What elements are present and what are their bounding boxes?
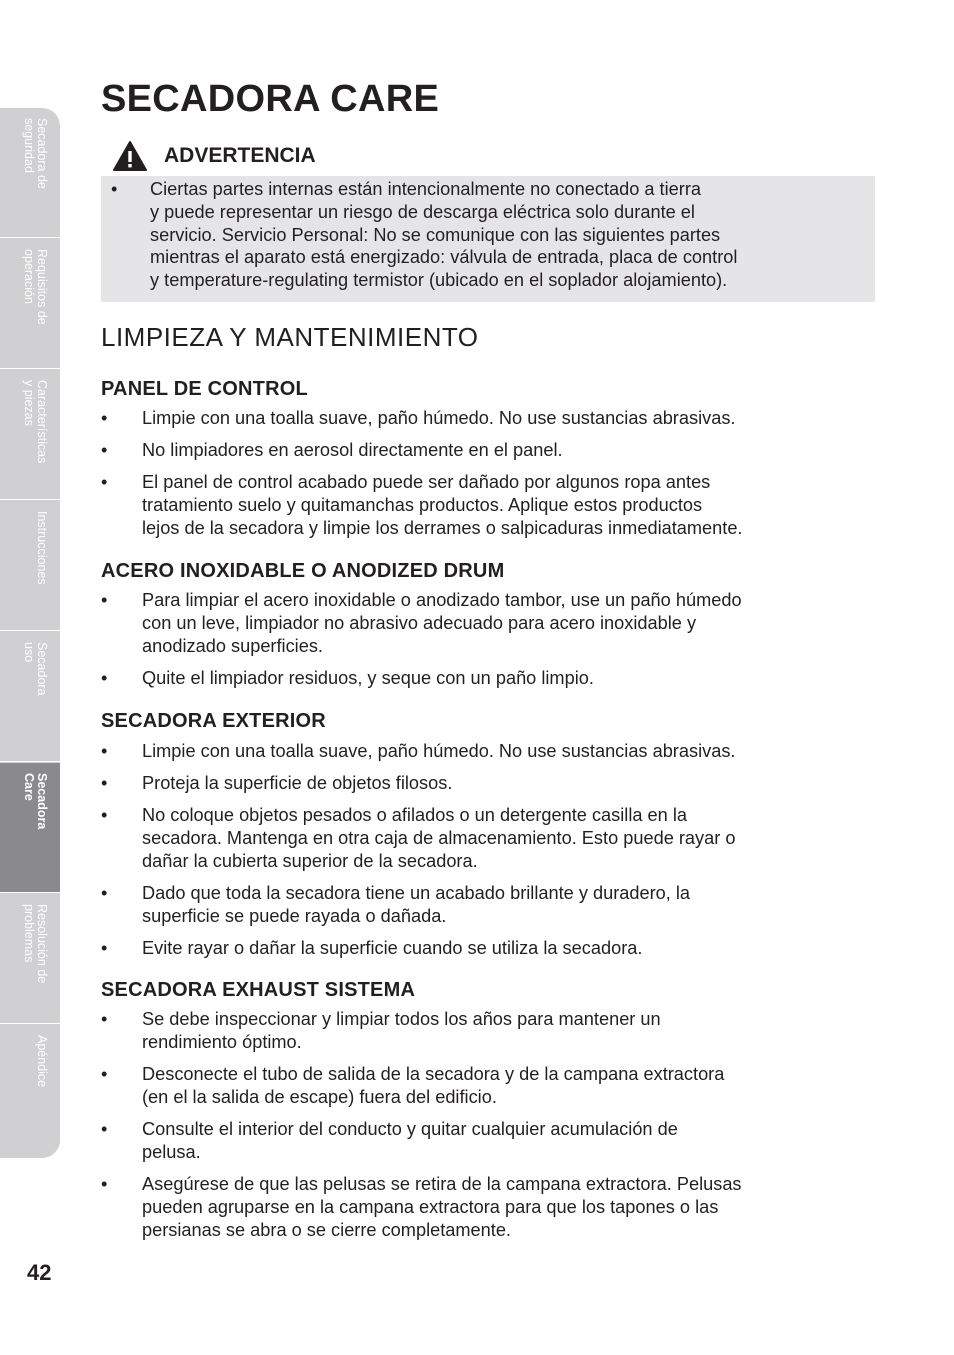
item-text: No limpiadores en aerosol directamente en el panel. [142,440,563,460]
item-text: Asegúrese de que las pelusas se retira de la campana extractora. Pelusas pueden agruparse en la campana extractora para que los tapones o las persianas se abra o se cierre completamente. [142,1174,742,1240]
item-text: Para limpiar el acero inoxidable o anodizado tambor, use un paño húmedo con un leve, limpiador no abrasivo adecuado para acero inoxidable y anodizado superficies. [142,590,742,656]
item-text: Evite rayar o dañar la superficie cuando se utiliza la secadora. [142,938,643,958]
panel-list [101,407,911,549]
tab-label: Características y piezas [22,380,49,464]
list-item [101,937,911,960]
list-item [101,439,911,462]
item-text: Proteja la superficie de objetos filosos. [142,773,453,793]
tab-label: Secadora uso [22,642,49,696]
tab-resolucion-de-problemas[interactable] [0,894,60,1024]
bullet: • [101,408,108,428]
warning-triangle-icon [112,140,148,172]
tab-secadora-uso[interactable] [0,632,60,762]
item-text: El panel de control acabado puede ser dañado por algunos ropa antes tratamiento suelo y quitamanchas productos. Aplique estos productos lejos de la secadora y limpie los derrames o salpicaduras inmediatamente. [142,472,743,538]
exterior-list [101,740,911,969]
item-text: Consulte el interior del conducto y quitar cualquier acumulación de pelusa. [142,1119,678,1162]
tab-instrucciones[interactable] [0,501,60,631]
list-item [101,772,911,795]
item-text: Quite el limpiador residuos, y seque con un paño limpio. [142,668,594,688]
panel-heading: PANEL DE CONTROL [101,378,308,400]
drum-heading: ACERO INOXIDABLE O ANODIZED DRUM [101,560,505,582]
item-text: No coloque objetos pesados o afilados o un detergente casilla en la secadora. Mantenga en otra caja de almacenamiento. Esto puede rayar o dañar la cubierta superior de la secadora. [142,805,736,871]
list-item [101,1008,911,1054]
tab-label: Apéndice [35,1035,49,1088]
drum-list [101,589,911,699]
section-title: LIMPIEZA Y MANTENIMIENTO [101,322,479,352]
bullet: • [101,590,108,610]
list-item [101,589,911,658]
warning-item [111,178,865,292]
exhaust-heading: SECADORA EXHAUST SISTEMA [101,979,416,1001]
tab-label: Secadora Care [22,773,49,830]
tab-secadora-de-seguridad[interactable] [0,108,60,238]
tab-label: Instrucciones [35,511,49,585]
tab-label: Resolución de problemas [22,904,49,984]
warning-text: Ciertas partes internas están intencionalmente no conectado a tierra y puede representar un riesgo de descarga eléctrica solo durante el servicio. Servicio Personal: No se comunique con las siguientes partes mientras el aparato está energizado: válvula de entrada, placa de control y temperature-regulating termistor (ubicado en el soplador alojamiento). [150,179,738,291]
bullet: • [111,179,118,199]
bullet: • [101,1064,108,1084]
list-item [101,667,911,690]
bullet: • [101,773,108,793]
bullet: • [101,883,108,903]
warning-box [101,176,875,302]
warning-header [112,140,316,172]
list-item [101,740,911,763]
bullet: • [101,1009,108,1029]
list-item [101,1118,911,1164]
list-item [101,804,911,873]
page-title: SECADORA CARE [101,78,440,120]
item-text: Limpie con una toalla suave, paño húmedo. No use sustancias abrasivas. [142,408,736,428]
warning-title: ADVERTENCIA [164,144,316,167]
tab-caracteristicas-y-piezas[interactable] [0,370,60,500]
bullet: • [101,668,108,688]
tab-apendice[interactable] [0,1025,60,1155]
exterior-heading: SECADORA EXTERIOR [101,710,326,732]
bullet: • [101,440,108,460]
exhaust-list [101,1008,911,1251]
bullet: • [101,938,108,958]
tab-secadora-care[interactable] [0,763,60,893]
page-number: 42 [27,1260,52,1285]
item-text: Desconecte el tubo de salida de la secadora y de la campana extractora (en el la salida de escape) fuera del edificio. [142,1064,725,1107]
side-tab-rail [0,108,60,1158]
list-item [101,407,911,430]
item-text: Se debe inspeccionar y limpiar todos los años para mantener un rendimiento óptimo. [142,1009,661,1052]
list-item [101,471,911,540]
item-text: Dado que toda la secadora tiene un acabado brillante y duradero, la superficie se puede rayada o dañada. [142,883,691,926]
bullet: • [101,1119,108,1139]
tab-label: Secadora de seguridad [22,118,49,189]
bullet: • [101,805,108,825]
item-text: Limpie con una toalla suave, paño húmedo. No use sustancias abrasivas. [142,741,736,761]
bullet: • [101,472,108,492]
list-item [101,1173,911,1242]
tab-requisitos-de-operacion[interactable] [0,239,60,369]
bullet: • [101,1174,108,1194]
bullet: • [101,741,108,761]
list-item [101,882,911,928]
list-item [101,1063,911,1109]
tab-label: Requisitos de operación [22,249,49,325]
